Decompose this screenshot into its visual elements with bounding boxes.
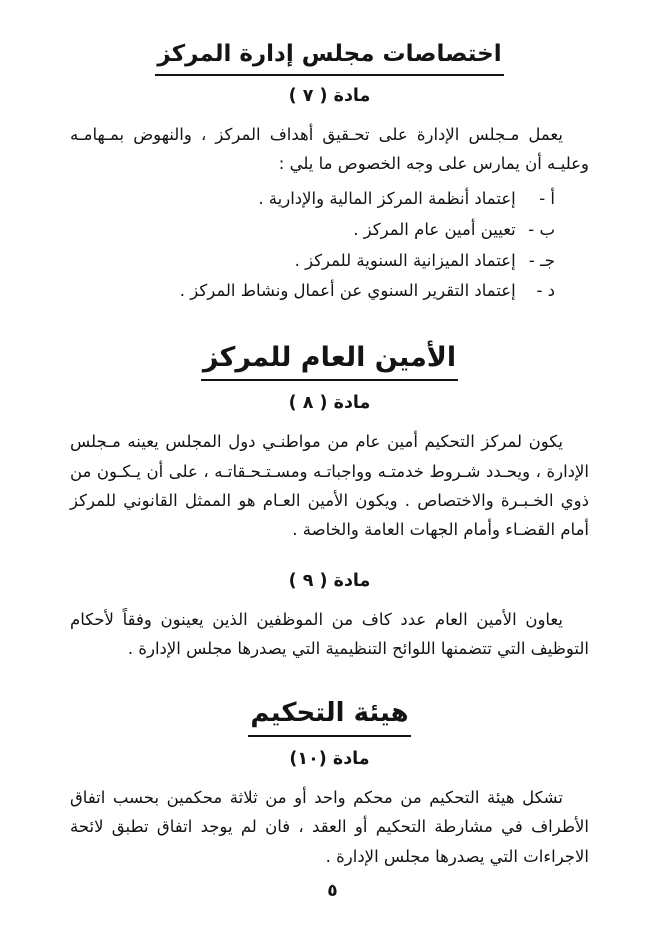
article-8-paragraph: يكون لمركز التحكيم أمين عام من مواطنـي دول المجلس يعينه مـجلس الإدارة ، ويحـدد شـروط خدمتـه وواجباتـه ومسـتـحـقاتـه ، على أن يـكـون من ذوي الخـبـرة والاختصاص . ويكون الأمين العـام هو الممثل القانوني للمركز أمام القضـاء وأمام الجهات العامة والخاصة .: [70, 432, 589, 540]
list-item-text: إعتماد التقرير السنوي عن أعمال ونشاط المركز .: [179, 281, 516, 301]
list-item-marker: أ -: [539, 189, 555, 209]
article-7-list: [70, 184, 555, 306]
section-title-board-powers: [70, 40, 589, 76]
list-item-marker: د -: [536, 281, 555, 301]
article-9-paragraph: يعاون الأمين العام عدد كاف من الموظفين الذين يعينون وفقاً لأحكام التوظيف التي تتضمنها اللوائح التنظيمية التي يصدرها مجلس الإدارة .: [70, 609, 589, 659]
article-10-paragraph: تشكل هيئة التحكيم من محكم واحد أو من ثلاثة محكمين بحسب اتفاق الأطراف في مشارطة التحكيم أو العقد ، فان لم يوجد اتفاق تطبق لائحة الاجراءات التي يصدرها مجلس الإدارة .: [70, 787, 589, 866]
section-title-secretary-general-text: الأمين العام للمركز: [201, 341, 458, 382]
article-9-heading: مادة ( ٩ ): [288, 570, 371, 591]
article-7-intro-paragraph: يعمل مـجلس الإدارة على تحـقيق أهداف المركز ، والنهوض بمـهامـه وعليـه أن يمارس على وجه الخصوص ما يلي :: [70, 124, 589, 174]
page-number: ٥: [327, 881, 338, 901]
article-7-heading: مادة ( ٧ ): [288, 85, 371, 106]
list-item-j: [70, 246, 555, 277]
list-item-b: [70, 215, 555, 246]
list-item-d: [70, 276, 555, 307]
list-item-text: إعتماد الميزانية السنوية للمركز .: [294, 250, 516, 270]
list-item-marker: ب -: [528, 219, 555, 239]
article-8-heading: مادة ( ٨ ): [288, 393, 371, 414]
section-title-arbitration-panel-text: هيئة التحكيم: [248, 697, 410, 737]
list-item-text: تعيين أمين عام المركز .: [353, 219, 516, 239]
list-item-a: [70, 184, 555, 215]
section-title-secretary-general: [70, 341, 589, 382]
list-item-text: إعتماد أنظمة المركز المالية والإدارية .: [258, 189, 516, 209]
article-10-heading: مادة (١٠): [289, 748, 370, 769]
list-item-marker: جـ -: [528, 250, 555, 270]
section-title-arbitration-panel: [70, 697, 589, 737]
section-title-board-powers-text: اختصاصات مجلس إدارة المركز: [155, 40, 503, 76]
